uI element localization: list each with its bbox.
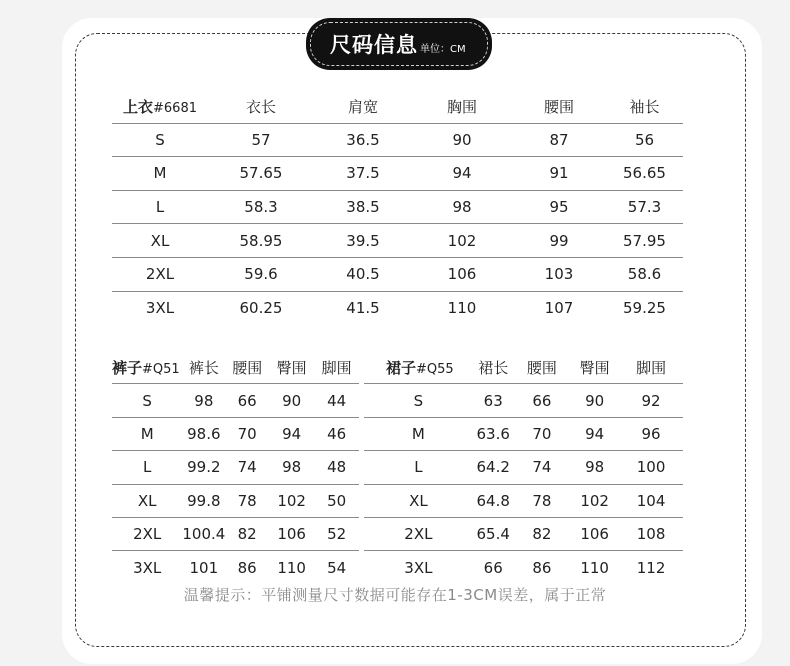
measurement-cell: 57: [208, 123, 314, 157]
measurement-cell: 110: [277, 558, 306, 577]
column-header: 衣长: [208, 90, 314, 123]
measurement-cell: 82: [225, 517, 269, 550]
column-header: 腰围: [225, 351, 269, 384]
measurement-cell: 101: [189, 558, 219, 577]
table-row: [364, 451, 683, 484]
skirt-size-table: [364, 351, 683, 584]
pants-label: 裤子: [112, 358, 143, 377]
measurement-cell: 112: [636, 558, 666, 577]
measurement-cell: 92: [619, 384, 683, 417]
size-cell: M: [112, 157, 208, 191]
size-cell: L: [364, 451, 473, 484]
measurement-cell: 74: [514, 451, 570, 484]
measurement-cell: 65.4: [473, 517, 514, 550]
measurement-cell: 95: [512, 190, 606, 224]
size-cell: M: [112, 417, 182, 450]
measurement-cell: 86: [532, 558, 552, 577]
unit-label: 单位：CM: [420, 43, 466, 55]
table-header-row: [112, 351, 359, 384]
measurement-cell: 46: [314, 417, 359, 450]
measurement-cell: 63: [473, 384, 514, 417]
tops-table-body: [112, 123, 683, 324]
measurement-cell: 103: [512, 257, 606, 291]
measurement-cell: 63.6: [473, 417, 514, 450]
column-header: 腰围: [512, 90, 606, 123]
size-cell: S: [364, 384, 473, 417]
size-cell: L: [112, 190, 208, 224]
measurement-cell: 38.5: [314, 190, 412, 224]
measurement-cell: 70: [225, 417, 269, 450]
column-header: 脚围: [314, 351, 359, 384]
table-row: [364, 417, 683, 450]
measurement-cell: 36.5: [314, 123, 412, 157]
measurement-cell: 100.4: [182, 517, 225, 550]
pants-label-cell: [112, 351, 182, 384]
measurement-cell: 90: [570, 384, 619, 417]
table-row: [364, 384, 683, 417]
measurement-cell: 94: [570, 417, 619, 450]
table-row: [112, 291, 683, 324]
measurement-cell: 98: [182, 384, 225, 417]
measurement-cell: 110: [447, 298, 477, 317]
size-cell: 3XL: [404, 558, 433, 577]
column-header: 胸围: [412, 90, 512, 123]
measurement-cell: 78: [225, 484, 269, 517]
table-row: [112, 551, 359, 584]
measurement-cell: 70: [514, 417, 570, 450]
measurement-cell: 66: [514, 384, 570, 417]
measurement-cell: 58.6: [606, 257, 683, 291]
measurement-cell: 57.3: [606, 190, 683, 224]
table-row: [112, 417, 359, 450]
measurement-cell: 74: [225, 451, 269, 484]
measurement-cell: 90: [269, 384, 314, 417]
column-header: 腰围: [514, 351, 570, 384]
measurement-cell: 106: [412, 257, 512, 291]
measurement-cell: 104: [619, 484, 683, 517]
size-cell: 2XL: [364, 517, 473, 550]
size-cell: 3XL: [133, 558, 162, 577]
measurement-cell: 82: [514, 517, 570, 550]
measurement-cell: 99.2: [182, 451, 225, 484]
measurement-cell: 99: [512, 224, 606, 258]
measurement-cell: 106: [570, 517, 619, 550]
measurement-cell: 59.6: [208, 257, 314, 291]
measurement-cell: 98: [570, 451, 619, 484]
column-header: 脚围: [619, 351, 683, 384]
column-header: 袖长: [606, 90, 683, 123]
column-header: 臀围: [269, 351, 314, 384]
size-cell: XL: [112, 224, 208, 258]
table-row: [364, 517, 683, 550]
skirt-label: 裙子: [386, 358, 417, 377]
measurement-cell: 98.6: [182, 417, 225, 450]
size-cell: M: [364, 417, 473, 450]
measurement-cell: 98: [412, 190, 512, 224]
pants-code: #Q51: [142, 361, 180, 377]
size-cell: S: [112, 123, 208, 157]
table-row: [112, 257, 683, 291]
measurement-cell: 41.5: [346, 298, 380, 317]
table-row: [112, 451, 359, 484]
measurement-cell: 94: [269, 417, 314, 450]
table-header-row: [112, 90, 683, 123]
table-header-row: [364, 351, 683, 384]
measurement-cell: 57.95: [606, 224, 683, 258]
table-row: [364, 484, 683, 517]
measurement-cell: 108: [619, 517, 683, 550]
measurement-cell: 52: [314, 517, 359, 550]
tops-size-table: [112, 90, 683, 324]
size-cell: XL: [364, 484, 473, 517]
measurement-cell: 40.5: [314, 257, 412, 291]
table-row: [364, 551, 683, 584]
column-header: 臀围: [570, 351, 619, 384]
measurement-cell: 96: [619, 417, 683, 450]
measurement-cell: 44: [314, 384, 359, 417]
measurement-cell: 50: [314, 484, 359, 517]
measurement-cell: 102: [269, 484, 314, 517]
measurement-cell: 107: [544, 298, 574, 317]
column-header: 裤长: [182, 351, 225, 384]
measurement-cell: 60.25: [239, 298, 283, 317]
pants-size-table: [112, 351, 359, 584]
measurement-cell: 66: [483, 558, 503, 577]
measurement-cell: 86: [237, 558, 257, 577]
size-cell: 3XL: [145, 298, 175, 317]
measurement-cell: 48: [314, 451, 359, 484]
skirt-code: #Q55: [416, 361, 454, 377]
measurement-cell: 37.5: [314, 157, 412, 191]
size-cell: 2XL: [112, 257, 208, 291]
table-row: [112, 190, 683, 224]
size-cell: S: [112, 384, 182, 417]
measurement-cell: 59.25: [623, 298, 666, 317]
measurement-cell: 64.8: [473, 484, 514, 517]
table-row: [112, 123, 683, 157]
page-title: 尺码信息: [330, 33, 418, 57]
table-row: [112, 224, 683, 258]
table-row: [112, 157, 683, 191]
table-row: [112, 517, 359, 550]
skirt-label-cell: [364, 351, 473, 384]
measurement-cell: 78: [514, 484, 570, 517]
measurement-cell: 102: [412, 224, 512, 258]
skirt-table-body: [364, 384, 683, 584]
measurement-cell: 100: [619, 451, 683, 484]
measurement-cell: 66: [225, 384, 269, 417]
measurement-cell: 54: [327, 558, 347, 577]
measurement-cell: 39.5: [314, 224, 412, 258]
size-cell: 2XL: [112, 517, 182, 550]
column-header: 裙长: [473, 351, 514, 384]
measurement-cell: 90: [412, 123, 512, 157]
tops-label: 上衣: [123, 97, 154, 116]
table-row: [112, 384, 359, 417]
measurement-cell: 58.95: [208, 224, 314, 258]
measurement-cell: 91: [512, 157, 606, 191]
measurement-cell: 64.2: [473, 451, 514, 484]
measurement-cell: 57.65: [208, 157, 314, 191]
table-row: [112, 484, 359, 517]
column-header: 肩宽: [314, 90, 412, 123]
measurement-cell: 94: [412, 157, 512, 191]
measurement-cell: 98: [269, 451, 314, 484]
measurement-cell: 102: [570, 484, 619, 517]
tops-label-cell: [112, 90, 208, 123]
measurement-cell: 99.8: [182, 484, 225, 517]
measurement-cell: 110: [580, 558, 609, 577]
measurement-note: 温馨提示：平铺测量尺寸数据可能存在1-3CM误差，属于正常: [183, 586, 607, 604]
size-cell: L: [112, 451, 182, 484]
measurement-cell: 106: [269, 517, 314, 550]
measurement-cell: 56: [606, 123, 683, 157]
tops-code: #6681: [153, 100, 197, 116]
title-badge: [306, 18, 492, 70]
size-cell: XL: [112, 484, 182, 517]
pants-table-body: [112, 384, 359, 584]
measurement-cell: 58.3: [208, 190, 314, 224]
measurement-cell: 87: [512, 123, 606, 157]
measurement-cell: 56.65: [606, 157, 683, 191]
